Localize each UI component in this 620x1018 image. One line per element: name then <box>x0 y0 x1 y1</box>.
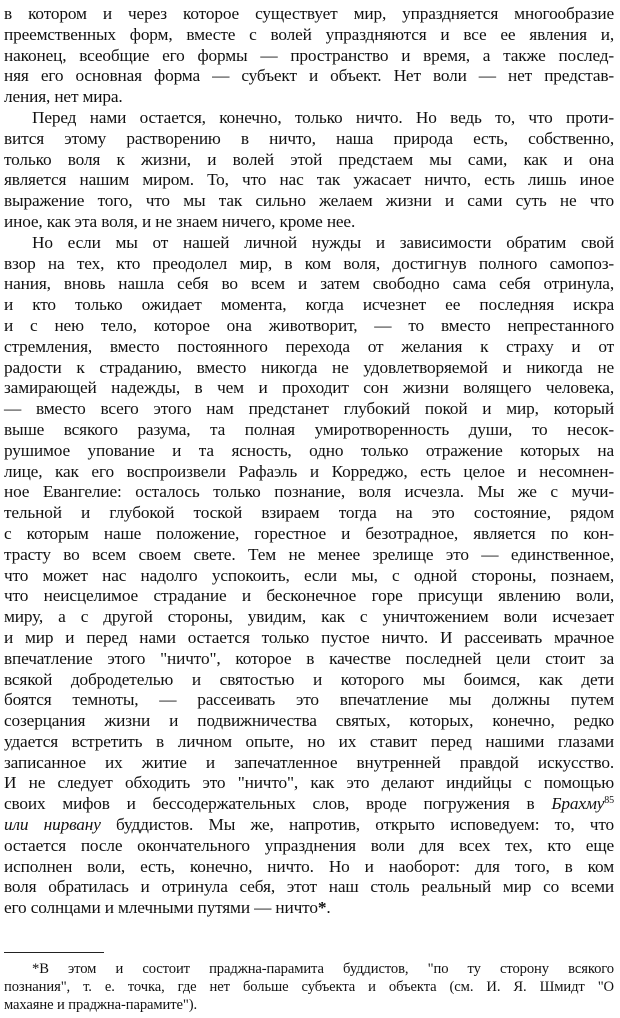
text-line: взор на тех, кто преодолел мир, в ком воля, достигнув полного самопоз- <box>4 253 614 273</box>
text-line: созерцания жизни и подвижничества святых, которых, конечно, редко <box>4 711 614 731</box>
text-line: нания, вновь нашла себя во всем и затем свободно сама себя отринула, <box>4 274 614 294</box>
text-line: с которым наше положение, горестное и безотрадное, является по кон- <box>4 523 614 543</box>
text-line: иное, как эта воля, и не знаем ничего, кроме нее. <box>4 211 356 231</box>
text-line: Перед нами остается, конечно, только ничто. Но ведь то, что проти- <box>32 107 614 127</box>
text-segment: . <box>326 898 331 918</box>
text-line: лице, как его воспроизвели Рафаэль и Корреджо, есть целое и несомнен- <box>4 461 614 481</box>
text-line <box>4 898 614 919</box>
text-line: исполнен воли, есть, конечно, ничто. Но и наоборот: для того, в ком <box>4 856 614 876</box>
text-line: миру, а с другой стороны, увидим, как с уничтожением воли исчезает <box>4 607 614 627</box>
text-line: наконец, всеобщие его формы — пространство и время, а также послед- <box>4 45 614 65</box>
footnote-line: *В этом и состоит праджна-парамита буддистов, "по ту сторону всякого <box>32 961 614 977</box>
text-line: в котором и через которое существует мир, упраздняется многообразие <box>4 4 614 23</box>
text-line: вится этому растворению в ничто, наша природа есть, собственно, <box>4 128 614 148</box>
text-line: ное Евангелие: осталось только познание, воля исчезла. Мы же с мучи- <box>4 482 614 502</box>
footnote-line: махаяне и праджна-парамите"). <box>4 997 198 1013</box>
text-line: И не следует обходить это "ничто", как это делают индийцы с помощью <box>4 773 614 793</box>
footnote <box>4 960 614 1014</box>
text-line: преемственных форм, вместе с волей упраздняются и все ее явления и, <box>4 24 614 44</box>
text-line: рушимое упование и та ясность, одно только отражение которых на <box>4 440 614 460</box>
text-line: только воля к жизни, и волей этой предстаем мы сами, как и она <box>4 149 614 169</box>
text-line: Но если мы от нашей личной нужды и зависимости обратим свой <box>32 232 614 252</box>
text-line-with-footnote-ref <box>4 794 614 815</box>
italic-term-nirvana: или нирвану <box>4 815 101 835</box>
text-line: ления, нет мира. <box>4 87 123 107</box>
text-line: радости к страданию, вместо никогда не удовлетворяемой и никогда не <box>4 357 614 377</box>
footnote-line: познания", т. е. точка, где нет больше субъекта и объекта (см. И. Я. Шмидт "О <box>4 979 614 995</box>
text-line: удается встретить в личном опыте, но их ставит перед нашими глазами <box>4 731 614 751</box>
text-line: всякой добродетелью и святостью и которого мы боимся, как дети <box>4 669 614 689</box>
text-line: трасту во всем своем свете. Тем не менее зрелище это — единственное, <box>4 544 614 564</box>
footnote-marker: * <box>317 898 327 918</box>
text-line <box>4 815 614 836</box>
text-line: боятся темноты, — рассеивать это впечатление мы должны путем <box>4 690 614 710</box>
text-line: что неисцелимое страдание и бесконечное горе присущи явлению воли, <box>4 586 614 606</box>
text-line: является нашим миром. То, что нас так ужасает ничто, есть лишь иное <box>4 170 614 190</box>
text-line: — вместо всего этого нам предстанет глубокий покой и мир, который <box>4 399 614 419</box>
text-line: впечатление этого "ничто", которое в качестве последней цели стоит за <box>4 648 614 668</box>
text-segment: своих мифов и бессодержательных слов, вроде погружения в <box>4 794 552 814</box>
text-line: воля обратилась и отринула себя, этот наш столь реальный мир со всеми <box>4 877 614 897</box>
main-text <box>4 4 614 919</box>
text-line: записанное их житие и запечатленное внутренней правдой искусство. <box>4 752 614 772</box>
text-line: остается после окончательного упразднения воли для всех тех, кто еще <box>4 835 614 855</box>
text-line: что может нас надолго успокоить, если мы, с одной стороны, познаем, <box>4 565 614 585</box>
text-line: стремления, вместо постоянного перехода от желания к страху и от <box>4 336 614 356</box>
text-line: няя его основная форма — субъект и объект. Нет воли — нет представ- <box>4 66 614 86</box>
text-segment: его солнцами и млечными путями — ничто <box>4 898 318 918</box>
footnote-divider <box>4 952 104 953</box>
text-line: выше всякого разума, та полная умиротворенность души, то несок- <box>4 419 614 439</box>
text-line: замирающей надежды, в чем и проходит сон жизни волящего человека, <box>4 378 614 398</box>
italic-term-brahma: Брахму <box>551 794 605 814</box>
text-line: и мир и перед нами остается только пустое ничто. И рассеивать мрачное <box>4 627 614 647</box>
endnote-reference: 85 <box>604 795 614 807</box>
text-line: выражение того, что мы так сильно желаем жизни и сами суть не что <box>4 191 614 211</box>
text-line: тельной и глубокой тоской взираем тогда на это состояние, рядом <box>4 503 614 523</box>
text-segment: буддистов. Мы же, напротив, открыто исповедуем: то, что <box>100 815 615 835</box>
text-line: и с нею тело, которое она животворит, — то вместо непрестанного <box>4 315 614 335</box>
text-line: и кто только ожидает момента, когда исчезнет ее последняя искра <box>4 295 614 315</box>
